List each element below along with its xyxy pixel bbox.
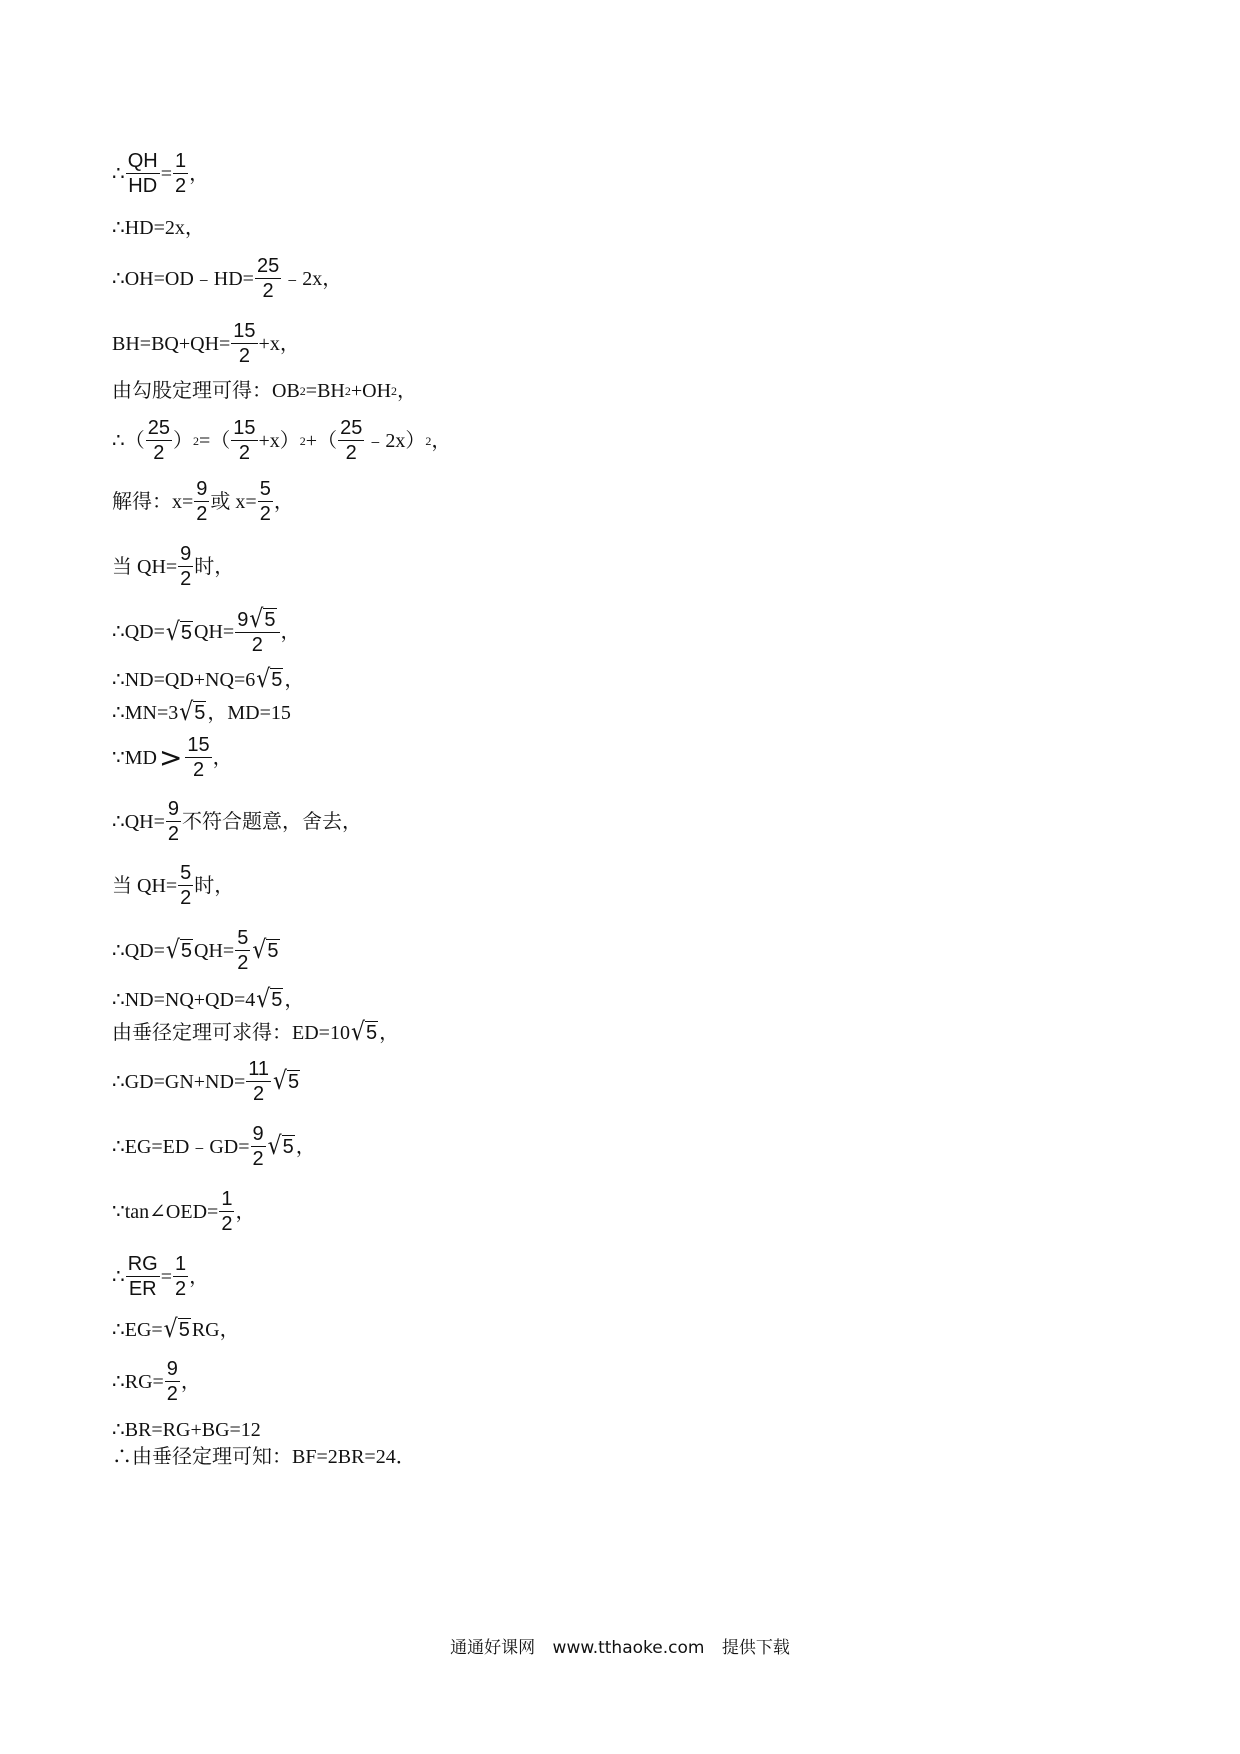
step-line: 解得：x= $\frac{9}{2}$ 或 x= $\frac{5}{2}$ ， bbox=[112, 478, 294, 525]
fraction: $\frac{5}{2}$ bbox=[180, 862, 192, 909]
fraction: $\frac{9}{2}$ bbox=[167, 798, 180, 845]
step-line: ∴BR=RG+BG=12 bbox=[112, 1419, 261, 1441]
step-line: ∴OH=OD﹣HD= $\frac{25}{2}$ ﹣2x， bbox=[112, 255, 343, 302]
fraction: $\frac{5}{2}$ bbox=[259, 478, 271, 525]
square-root: √ 5 bbox=[267, 1132, 294, 1161]
step-line: BH=BQ+QH= $\frac{15}{2}$ +x， bbox=[112, 320, 300, 367]
fraction: $\frac{RG}{ER}$ bbox=[127, 1253, 158, 1300]
step-line: ∴RG= $\frac{9}{2}$ ， bbox=[112, 1358, 201, 1405]
fraction: $\frac{25}{2}$ bbox=[340, 417, 363, 464]
square-root: √ 5 bbox=[256, 665, 283, 694]
fraction: $\frac{15}{2}$ bbox=[233, 417, 256, 464]
fraction: $\frac{5}{2}$ bbox=[237, 927, 249, 974]
square-root: √ 5 bbox=[252, 936, 279, 965]
square-root: √ 5 bbox=[165, 617, 193, 647]
step-line: ∴EG= √ 5 RG， bbox=[112, 1315, 240, 1344]
step-line: ∴ND=NQ+QD=4 √ 5 ， bbox=[112, 985, 305, 1014]
step-line: ∴QD= √ 5 QH= $\frac{5}{2}$ √ 5 bbox=[112, 927, 279, 974]
square-root: √ 5 bbox=[165, 936, 193, 965]
step-line: ∴ND=QD+NQ=6 √ 5 ， bbox=[112, 665, 305, 694]
step-line: ∴由垂径定理可知：BF=2BR=24． bbox=[112, 1446, 416, 1468]
fraction: $\frac{9}{2}$ bbox=[196, 478, 208, 525]
step-line: ∵MD > $\frac{15}{2}$ ， bbox=[112, 734, 233, 781]
footer-url[interactable]: www.tthaoke.com bbox=[552, 1638, 705, 1658]
fraction: $\frac{QH}{HD}$ bbox=[127, 150, 158, 197]
fraction: $\frac{25}{2}$ bbox=[147, 417, 170, 464]
step-line: ∴GD=GN+ND= $\frac{11}{2}$ √ 5 bbox=[112, 1058, 300, 1105]
step-line: 由勾股定理可得：OB 2 =BH 2 +OH 2 ， bbox=[112, 380, 418, 402]
step-line: 当 QH= $\frac{5}{2}$ 时， bbox=[112, 862, 235, 909]
fraction: $\frac{11}{2}$ bbox=[248, 1058, 269, 1105]
square-root: √ 5 bbox=[273, 1067, 300, 1096]
fraction: $\frac{9}{2}$ bbox=[180, 543, 192, 590]
footer-tail: 提供下载 bbox=[721, 1638, 790, 1658]
step-line: ∴QH= $\frac{9}{2}$ 不符合题意，舍去， bbox=[112, 798, 363, 845]
step-line: ∴（ $\frac{25}{2}$ ） 2 =（ $\frac{15}{2}$ +x） 2 +（ $\frac{25}{2}$ ﹣2x） 2 ， bbox=[112, 417, 452, 464]
square-root: √ 5 bbox=[163, 1315, 190, 1344]
step-line: ∴QD= √ 5 QH= 9 √ 5 2 ， bbox=[112, 605, 301, 656]
step-line: ∴EG=ED﹣GD= $\frac{9}{2}$ √ 5 ， bbox=[112, 1123, 316, 1170]
square-root: √ 5 bbox=[350, 1018, 378, 1047]
step-line: ∴ $\frac{QH}{HD}$ = $\frac{1}{2}$ ， bbox=[112, 150, 210, 197]
fraction: 9 √ 5 2 bbox=[235, 608, 279, 656]
fraction: $\frac{9}{2}$ bbox=[252, 1123, 264, 1170]
fraction: $\frac{1}{2}$ bbox=[175, 1253, 187, 1300]
fraction: $\frac{1}{2}$ bbox=[221, 1188, 233, 1235]
fraction: $\frac{1}{2}$ bbox=[175, 150, 187, 197]
footer-brand: 通通好课网 bbox=[450, 1638, 536, 1658]
fraction: $\frac{25}{2}$ bbox=[256, 255, 280, 302]
step-line: 当 QH= $\frac{9}{2}$ 时， bbox=[112, 543, 235, 590]
therefore-symbol: ∴ bbox=[112, 162, 125, 185]
greater-than-symbol: > bbox=[158, 740, 183, 774]
fraction: $\frac{15}{2}$ bbox=[187, 734, 210, 781]
step-line: ∴ $\frac{RG}{ER}$ = $\frac{1}{2}$ ， bbox=[112, 1253, 210, 1300]
step-line: 由垂径定理可求得：ED=10 √ 5 ， bbox=[112, 1018, 400, 1047]
fraction: $\frac{9}{2}$ bbox=[166, 1358, 178, 1405]
fraction: $\frac{15}{2}$ bbox=[233, 320, 256, 367]
square-root: √ 5 bbox=[179, 698, 206, 727]
square-root: √ 5 bbox=[256, 985, 283, 1014]
step-line: ∵tan∠OED= $\frac{1}{2}$ ， bbox=[112, 1188, 256, 1235]
step-line: ∴HD=2x， bbox=[112, 217, 205, 239]
square-root: √ 5 bbox=[249, 605, 276, 634]
page-footer bbox=[0, 1633, 1240, 1658]
step-line: ∴MN=3 √ 5 ，MD=15 bbox=[112, 698, 291, 727]
